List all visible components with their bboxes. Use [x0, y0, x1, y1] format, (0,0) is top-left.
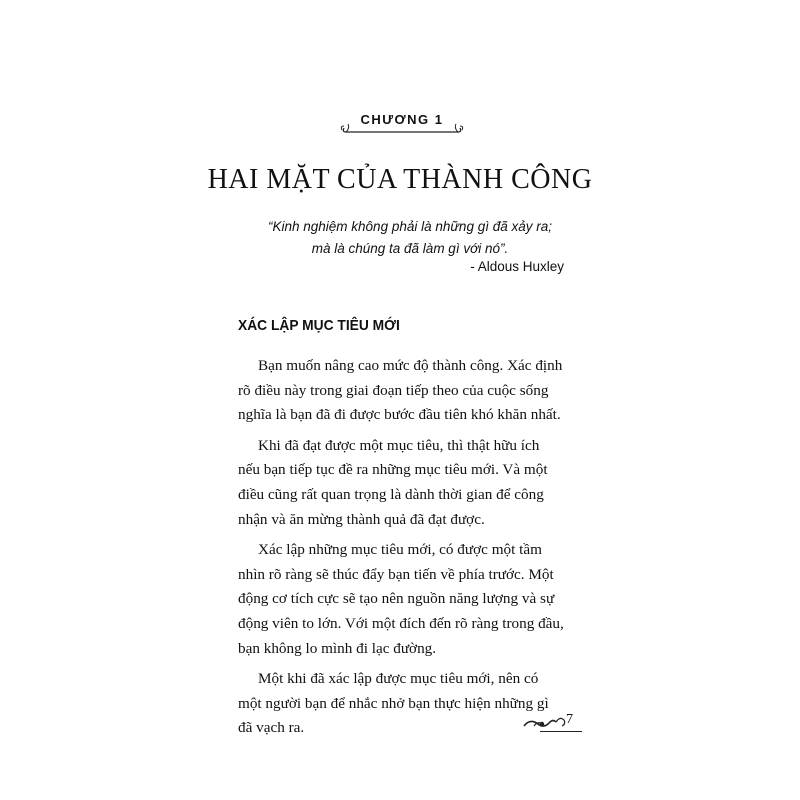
text-line: Bạn muốn nâng cao mức độ thành công. Xác định [258, 357, 563, 374]
paragraph [238, 538, 568, 661]
flourish-icon [522, 712, 570, 736]
text-line: nếu bạn tiếp tục đề ra những mục tiêu mới. Và một [238, 461, 548, 479]
page-number: 7 [566, 712, 573, 727]
text-line: động viên to lớn. Với một đích đến rõ ràng trong đầu, [238, 614, 564, 632]
epigraph-quote [230, 216, 590, 260]
text-line: nhìn rõ ràng sẽ thúc đẩy bạn tiến về phía trước. Một [238, 565, 554, 583]
chapter-label: CHƯƠNG 1 [360, 112, 444, 127]
paragraph [238, 667, 568, 741]
text-line: Một khi đã xác lập được mục tiêu mới, nên có [258, 670, 539, 688]
text-line: nghĩa là bạn đã đi được bước đầu tiên khó khăn nhất. [238, 406, 561, 424]
paragraph [238, 434, 568, 532]
body-text [238, 354, 568, 747]
quote-author: - Aldous Huxley [470, 259, 564, 274]
text-line: Xác lập những mục tiêu mới, có được một tầm [258, 541, 542, 559]
text-line: nhận và ăn mừng thành quả đã đạt được. [238, 510, 485, 528]
text-line: đã vạch ra. [238, 719, 305, 737]
quote-line: “Kinh nghiệm không phải là những gì đã xảy ra; [268, 219, 552, 234]
text-line: bạn không lo mình đi lạc đường. [238, 639, 437, 657]
text-line: điều cũng rất quan trọng là dành thời gian để công [238, 485, 544, 503]
text-line: Khi đã đạt được một mục tiêu, thì thật hữu ích [258, 436, 540, 454]
text-line: rõ điều này trong giai đoạn tiếp theo của cuộc sống [238, 381, 549, 399]
footer-rule [540, 731, 582, 732]
text-line: một người bạn để nhắc nhở bạn thực hiện những gì [238, 694, 549, 712]
section-heading: XÁC LẬP MỤC TIÊU MỚI [238, 317, 400, 334]
chapter-title: HAI MẶT CỦA THÀNH CÔNG [207, 164, 593, 195]
quote-line: mà là chúng ta đã làm gì với nó”. [311, 241, 509, 256]
text-line: động cơ tích cực sẽ tạo nên nguồn năng lượng và sự [238, 590, 555, 608]
paragraph [238, 354, 568, 428]
